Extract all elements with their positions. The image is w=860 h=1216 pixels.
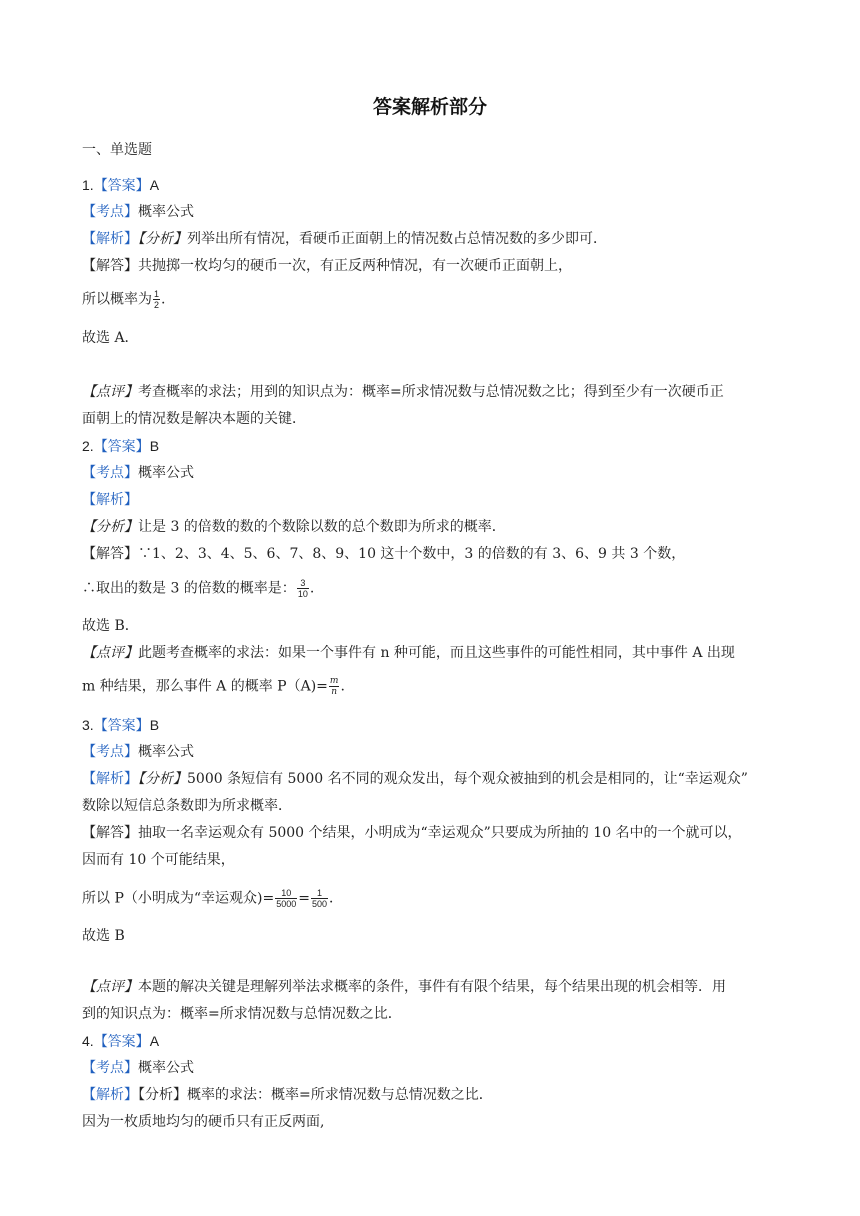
q1-analysis-line	[82, 229, 607, 249]
q1-point-line	[82, 202, 194, 222]
analysis-tag: 【解析】	[82, 771, 138, 787]
q1-dianping-line1	[82, 382, 724, 402]
q3-frac3-num: 1	[317, 888, 323, 898]
q2-jieda: ∵1、2、3、4、5、6、7、8、9、10 这十个数中，3 的倍数的有 3、6、9 共 3 个数，	[138, 546, 686, 562]
q3-eq: =	[298, 890, 310, 907]
q2-number: 2.	[82, 438, 94, 454]
answer-tag: 【答案】	[93, 1034, 150, 1050]
q2-fraction-mn	[329, 676, 340, 697]
q1-number: 1.	[82, 177, 94, 193]
q3-dianping-1: 本题的解决关键是理解列举法求概率的条件，事件有有限个结果，每个结果出现的机会相等．用	[138, 979, 726, 995]
page-title: 答案解析部分	[372, 96, 487, 118]
q1-fenxi: 列举出所有情况，看硬币正面朝上的情况数占总情况数的多少即可．	[187, 231, 607, 247]
q3-result-post: ．	[329, 890, 344, 907]
q2-answer: B	[149, 438, 160, 454]
analysis-tag: 【解析】	[82, 1087, 138, 1103]
q3-result-line	[82, 888, 343, 909]
dianping-tag: 【点评】	[82, 384, 138, 400]
q1-dianping-2: 面朝上的情况数是解决本题的关键．	[82, 411, 306, 427]
q4-point: 概率公式	[138, 1060, 194, 1076]
point-tag: 【考点】	[82, 744, 138, 760]
q2-frac2-num: m	[329, 676, 339, 686]
q1-dianping-1: 考查概率的求法；用到的知识点为：概率=所求情况数与总情况数之比；得到至少有一次硬币正	[138, 384, 724, 400]
q3-jieda-1: 抽取一名幸运观众有 5000 个结果，小明成为“幸运观众”只要成为所抽的 10 名中的一个就可以，	[138, 825, 742, 841]
q3-fenxi-1: 5000 条短信有 5000 名不同的观众发出，每个观众被抽到的机会是相同的，让“幸运观众”	[187, 771, 748, 787]
q2-frac-num: 3	[300, 578, 306, 588]
q2-choose: 故选 B．	[82, 618, 139, 634]
q4-point-line	[82, 1058, 194, 1078]
analysis-tag: 【解析】	[82, 492, 138, 508]
q3-frac3-den: 500	[312, 899, 328, 909]
q2-answer-line	[82, 436, 159, 457]
q1-fraction	[153, 289, 160, 310]
section-heading: 一、单选题	[82, 142, 152, 158]
point-tag: 【考点】	[82, 1060, 138, 1076]
q1-frac-den: 2	[154, 300, 160, 310]
q3-point-line	[82, 742, 194, 762]
q2-analysis-line	[82, 490, 138, 510]
dianping-tag: 【点评】	[82, 645, 138, 661]
q2-dianping-2-pre: m 种结果，那么事件 A 的概率 P（A)=	[82, 678, 328, 695]
q2-result-line	[82, 578, 314, 599]
q3-dianping-line1	[82, 977, 726, 997]
q1-point: 概率公式	[138, 204, 194, 220]
q1-result-line	[82, 289, 165, 310]
q2-dianping-line2	[82, 676, 345, 697]
q2-point: 概率公式	[138, 465, 194, 481]
fenxi-tag: 【分析】	[138, 231, 187, 247]
point-tag: 【考点】	[82, 204, 138, 220]
jieda-tag: 【解答】	[82, 258, 138, 274]
q3-answer-line	[82, 715, 159, 736]
q3-point: 概率公式	[138, 744, 194, 760]
q2-result-post: .	[309, 580, 315, 597]
q3-jieda-line	[82, 823, 742, 843]
q3-jieda-2: 因而有 10 个可能结果，	[82, 852, 235, 868]
q2-frac2-den: n	[329, 686, 340, 697]
jieda-tag: 【解答】	[82, 825, 138, 841]
q3-number: 3.	[82, 717, 94, 733]
q3-fraction-2	[311, 888, 328, 909]
point-tag: 【考点】	[82, 465, 138, 481]
q2-dianping-1: 此题考查概率的求法：如果一个事件有 n 种可能，而且这些事件的可能性相同，其中事件 A 出现	[138, 645, 735, 661]
answer-tag: 【答案】	[93, 439, 150, 455]
analysis-tag: 【解析】	[82, 231, 138, 247]
jieda-tag: 【解答】	[82, 546, 138, 562]
q3-frac-den: 5000	[276, 899, 297, 909]
q1-answer-line	[82, 175, 159, 196]
q3-analysis-line	[82, 769, 748, 789]
q3-fenxi-2: 数除以短信总条数即为所求概率．	[82, 798, 292, 814]
q3-dianping-2: 到的知识点为：概率=所求情况数与总情况数之比．	[82, 1006, 402, 1022]
q3-fraction-1	[275, 888, 297, 909]
q1-jieda: 共抛掷一枚均匀的硬币一次，有正反两种情况，有一次硬币正面朝上，	[138, 258, 572, 274]
q2-fenxi: 让是 3 的倍数的数的个数除以数的总个数即为所求的概率．	[138, 519, 506, 535]
q2-frac-den: 10	[297, 589, 308, 599]
q2-point-line	[82, 463, 194, 483]
q3-result-pre: 所以 P（小明成为“幸运观众)=	[82, 890, 275, 907]
q4-answer-line	[82, 1031, 159, 1052]
q1-answer: A	[149, 177, 160, 193]
q4-text: 因为一枚质地均匀的硬币只有正反两面,	[82, 1114, 325, 1130]
q2-fraction	[297, 578, 309, 599]
q4-number: 4.	[82, 1033, 94, 1049]
q1-frac-num: 1	[154, 289, 160, 299]
dianping-tag: 【点评】	[82, 979, 138, 995]
fenxi-tag: 【分析】	[138, 771, 187, 787]
q1-result-post: .	[161, 291, 166, 308]
q4-fenxi: 概率的求法：概率=所求情况数与总情况数之比．	[187, 1087, 493, 1103]
fenxi-tag: 【分析】	[82, 519, 138, 535]
q3-answer: B	[149, 717, 160, 733]
q3-frac-num: 10	[281, 888, 292, 898]
answer-tag: 【答案】	[93, 718, 150, 734]
q2-fenxi-line	[82, 517, 506, 537]
q2-result-pre: ∴取出的数是 3 的倍数的概率是：	[82, 580, 296, 597]
q4-analysis-line	[82, 1085, 493, 1105]
fenxi-tag-plain: 【分析】	[138, 1087, 187, 1103]
q1-choose: 故选 A．	[82, 330, 139, 346]
q2-dianping-line1	[82, 643, 735, 663]
q1-result-pre: 所以概率为	[82, 291, 152, 308]
q2-jieda-line	[82, 544, 685, 564]
q4-answer: A	[149, 1033, 160, 1049]
answer-tag: 【答案】	[93, 178, 150, 194]
q1-jieda-line	[82, 256, 572, 276]
q3-choose: 故选 B	[82, 928, 125, 944]
q2-dianping-2-post: .	[340, 678, 345, 695]
